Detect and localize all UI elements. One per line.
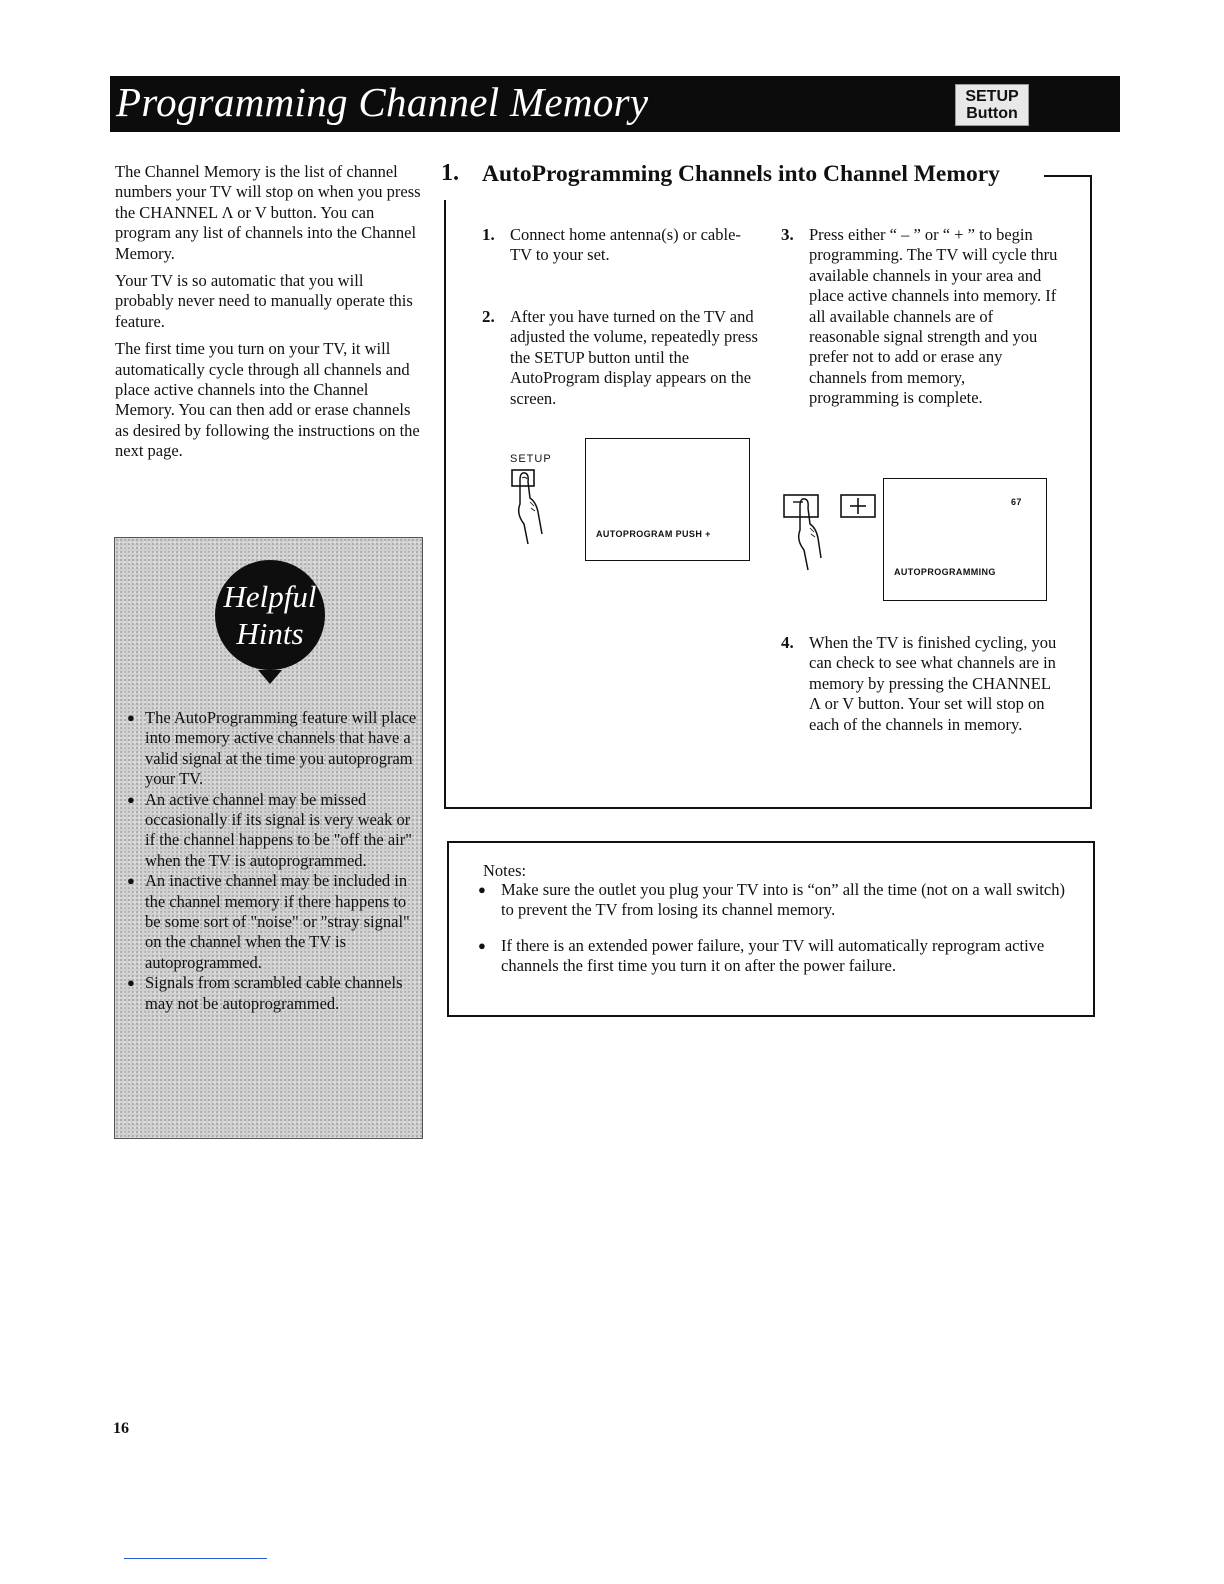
intro-text [115,162,423,469]
note-item: ● Make sure the outlet you plug your TV into is “on” all the time (not on a wall switch) to prevent the TV from losing its channel memory. [478,880,1078,921]
footer-rule [124,1558,267,1559]
setup-button-label: SETUP [510,453,552,465]
step-3 [781,225,1071,455]
step-number: 4. [781,633,794,652]
step-text: Connect home antenna(s) or cable-TV to your set. [510,225,741,265]
channel-number: 67 [1011,497,1022,507]
minus-plus-buttons-icon [783,492,883,572]
badge-line-setup: SETUP [965,88,1019,105]
step-number: 3. [781,225,794,244]
step-text: Press either “ – ” or “ + ” to begin programming. The TV will cycle thru available channels in your area and place active channels into memory. If all available channels are of reasonable signal strength and you prefer not to add or erase any channels from memory, programming is complete. [809,225,1058,408]
hints-list [125,708,417,1014]
helpful-hints-panel [114,537,423,1139]
badge-line-button: Button [966,105,1018,122]
hints-title-line: Helpful [223,579,317,614]
hints-title-line: Hints [236,616,304,651]
step-number: 2. [482,307,495,326]
note-item: ● If there is an extended power failure, your TV will automatically reprogram active channels the first time you turn it on after the power failure. [478,936,1078,977]
section-number: 1. [441,160,459,186]
intro-paragraph: Your TV is so automatic that you will probably never need to manually operate this feature. [115,271,413,331]
box-right-border [1090,175,1092,809]
hints-arrow-icon [258,670,282,684]
step-number: 1. [482,225,495,244]
hint-item: ● An active channel may be missed occasionally if its signal is very weak or if the channel happens to be "off the air" when the TV is autoprogrammed. [125,790,417,872]
step-4 [781,633,1071,783]
section-rule [1044,175,1091,177]
intro-paragraph: The Channel Memory is the list of channel numbers your TV will stop on when you press the CHANNEL Λ or V button. You can program any list of channels into the Channel Memory. [115,162,421,263]
hint-item: ● The AutoProgramming feature will place into memory active channels that have a valid signal at the time you autoprogram your TV. [125,708,417,790]
screen-text: AUTOPROGRAM PUSH + [596,529,711,539]
tv-screen-autoprogramming [883,478,1047,601]
screen-text: AUTOPROGRAMMING [894,567,996,577]
hint-item: ● Signals from scrambled cable channels may not be autoprogrammed. [125,973,417,1014]
step-text: After you have turned on the TV and adjusted the volume, repeatedly press the SETUP button until the AutoProgram display appears on the screen. [510,307,758,408]
step-text: When the TV is finished cycling, you can check to see what channels are in memory by pressing the CHANNEL Λ or V button. Your set will stop on each of the channels in memory. [809,633,1057,734]
page-title: Programming Channel Memory [116,79,649,125]
page-number: 16 [113,1420,129,1437]
box-left-border [444,200,446,809]
notes-heading: Notes: [483,861,527,880]
section-title: AutoProgramming Channels into Channel Memory [482,161,1000,187]
setup-button-badge [955,84,1029,126]
tv-screen-autoprogram [585,438,750,561]
finger-press-icon [506,468,566,548]
hints-title [215,578,325,652]
box-bottom-border [444,807,1092,809]
step-2 [482,307,762,417]
step-1 [482,225,762,270]
intro-paragraph: The first time you turn on your TV, it will automatically cycle through all channels and place active channels into the Channel Memory. You can then add or erase channels as desired by following the instructions on the next page. [115,339,420,461]
hint-item: ● An inactive channel may be included in the channel memory if there happens to be some sort of "noise" or "stray signal" on the channel when the TV is autoprogrammed. [125,871,417,973]
notes-list [478,880,1078,992]
